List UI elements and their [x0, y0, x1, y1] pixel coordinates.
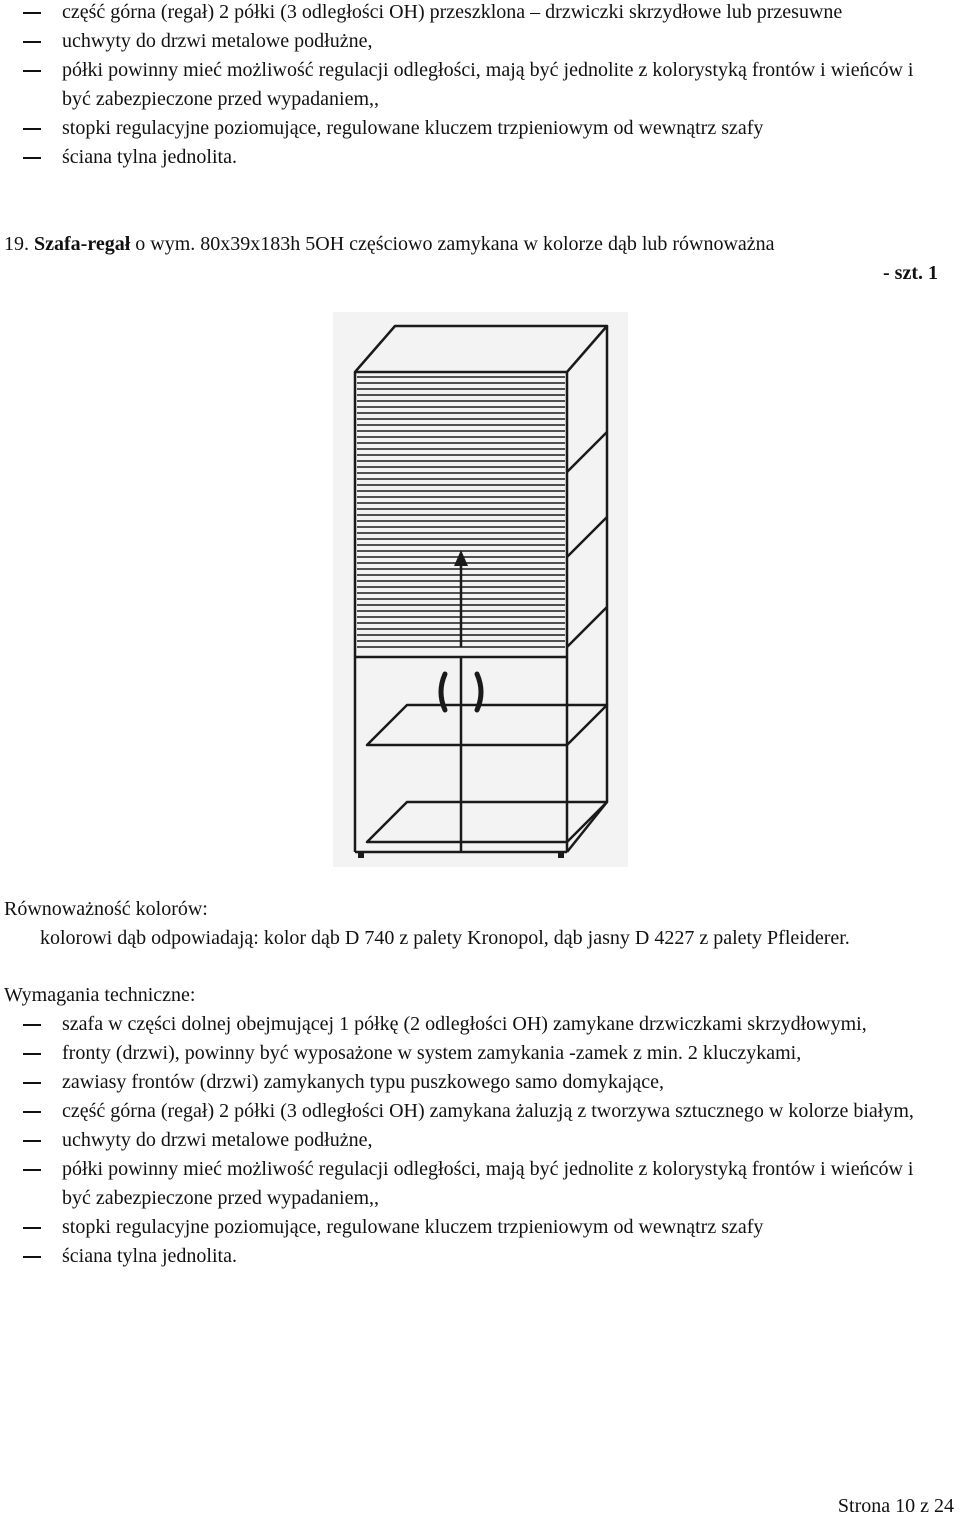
dash-bullet-icon — [23, 1140, 41, 1142]
dash-bullet-icon — [23, 1256, 41, 1258]
list-item: część górna (regał) 2 półki (3 odległości OH) przeszklona – drzwiczki skrzydłowe lub przesuwne — [0, 0, 940, 27]
dash-bullet-icon — [23, 1024, 41, 1026]
list-item: ściana tylna jednolita. — [0, 143, 940, 172]
page-number: Strona 10 z 24 — [837, 1495, 954, 1517]
dash-bullet-icon — [23, 70, 41, 72]
arrow-up-icon — [454, 550, 468, 566]
list-item: uchwyty do drzwi metalowe podłużne, — [0, 27, 940, 56]
shelf-outline — [367, 705, 607, 745]
list-item: półki powinny mieć możliwość regulacji odległości, mają być jednolite z kolorystyką frontów i wieńców i być zabezpieczone przed wypadaniem,, — [0, 1155, 940, 1213]
list-item: stopki regulacyjne poziomujące, regulowane kluczem trzpieniowym od wewnątrz szafy — [0, 1213, 940, 1242]
shelf-side-line — [567, 432, 607, 472]
dash-bullet-icon — [23, 128, 41, 130]
cabinet-figure — [333, 312, 628, 867]
dash-bullet-icon — [23, 12, 41, 14]
list-item: ściana tylna jednolita. — [0, 1242, 940, 1271]
door-handle-right-icon — [477, 674, 481, 710]
list-item: część górna (regał) 2 półki (3 odległości OH) zamykana żaluzją z tworzywa sztucznego w kolorze białym, — [0, 1097, 940, 1126]
list-item: półki powinny mieć możliwość regulacji odległości, mają być jednolite z kolorystyką frontów i wieńców i być zabezpieczone przed wypadaniem,, — [0, 56, 940, 114]
dash-bullet-icon — [23, 1227, 41, 1229]
item-name: Szafa-regał — [34, 233, 131, 255]
dash-bullet-icon — [23, 41, 41, 43]
shelf-outline — [367, 802, 607, 842]
cabinet-drawing-icon — [333, 312, 628, 867]
dash-bullet-icon — [23, 1111, 41, 1113]
list-item: zawiasy frontów (drzwi) zamykanych typu puszkowego samo domykające, — [0, 1068, 940, 1097]
list-item: uchwyty do drzwi metalowe podłużne, — [0, 1126, 940, 1155]
tech-requirements-title: Wymagania techniczne: — [4, 984, 196, 1006]
colors-description: kolorowi dąb odpowiadają: kolor dąb D 740 z palety Kronopol, dąb jasny D 4227 z palety Pfleiderer. — [40, 927, 850, 949]
requirements-list-top — [0, 0, 940, 172]
dash-bullet-icon — [23, 1053, 41, 1055]
dash-bullet-icon — [23, 1082, 41, 1084]
item-number: 19. — [4, 233, 29, 255]
shelf-side-line — [567, 607, 607, 647]
tech-requirements-list — [0, 1010, 940, 1271]
foot-right-icon — [558, 852, 564, 858]
list-item: stopki regulacyjne poziomujące, regulowane kluczem trzpieniowym od wewnątrz szafy — [0, 114, 940, 143]
shelf-side-line — [567, 517, 607, 557]
list-item: szafa w części dolnej obejmującej 1 półkę (2 odległości OH) zamykane drzwiczkami skrzydłowymi, — [0, 1010, 940, 1039]
dash-bullet-icon — [23, 1169, 41, 1171]
list-item: fronty (drzwi), powinny być wyposażone w system zamykania -zamek z min. 2 kluczykami, — [0, 1039, 940, 1068]
door-handle-left-icon — [441, 674, 445, 710]
foot-left-icon — [358, 852, 364, 858]
item-description: o wym. 80x39x183h 5OH częściowo zamykana w kolorze dąb lub równoważna — [135, 233, 775, 255]
colors-title: Równoważność kolorów: — [4, 898, 208, 920]
item-heading — [4, 230, 949, 259]
cabinet-top-outline — [355, 326, 607, 372]
item-quantity: - szt. 1 — [883, 262, 938, 284]
dash-bullet-icon — [23, 157, 41, 159]
